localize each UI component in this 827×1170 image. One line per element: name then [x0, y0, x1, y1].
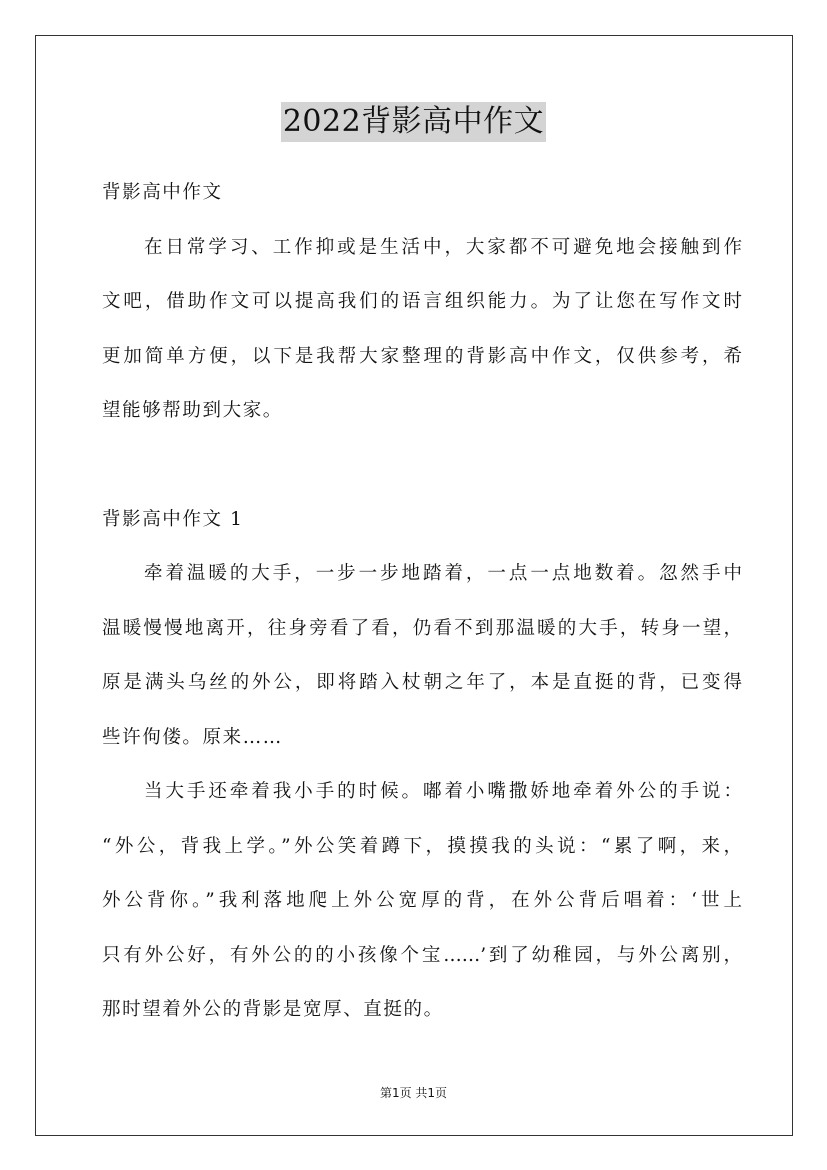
section-heading: 背影高中作文 1 [102, 508, 244, 530]
paragraph-line: “外公，背我上学。”外公笑着蹲下，摸摸我的头说：“累了啊，来， [102, 835, 742, 857]
paragraph-line: 些许佝偻。原来…… [102, 726, 283, 748]
paragraph-line: 牵着温暖的大手，一步一步地踏着，一点一点地数着。忽然手中 [144, 563, 742, 584]
paragraph-line: 当大手还牵着我小手的时候。嘟着小嘴撒娇地牵着外公的手说： [144, 781, 742, 802]
paragraph-line: 那时望着外公的背影是宽厚、直挺的。 [102, 999, 444, 1020]
document-title: 2022背影高中作文 [281, 102, 546, 142]
document-body [102, 166, 742, 1038]
intro-line: 更加简单方便，以下是我帮大家整理的背影高中作文，仅供参考，希 [102, 345, 742, 367]
paragraph-line: 原是满头乌丝的外公，即将踏入杖朝之年了，本是直挺的背，已变得 [102, 672, 742, 693]
title-container [0, 102, 827, 142]
document-subtitle: 背影高中作文 [102, 182, 223, 203]
page-footer: 第1页 共1页 [379, 1086, 448, 1100]
intro-line: 望能够帮助到大家。 [102, 400, 283, 421]
paragraph-line: 温暖慢慢地离开，往身旁看了看，仍看不到那温暖的大手，转身一望， [102, 617, 742, 639]
paragraph-line: 只有外公好，有外公的的小孩像个宝……’到了幼稚园，与外公离别， [102, 944, 742, 966]
intro-line: 文吧，借助作文可以提高我们的语言组织能力。为了让您在写作文时 [102, 291, 742, 312]
paragraph-line: 外公背你。”我利落地爬上外公宽厚的背，在外公背后唱着：‘世上 [102, 890, 742, 911]
paragraph-spacer [102, 439, 742, 493]
intro-line: 在日常学习、工作抑或是生活中，大家都不可避免地会接触到作 [144, 236, 742, 258]
